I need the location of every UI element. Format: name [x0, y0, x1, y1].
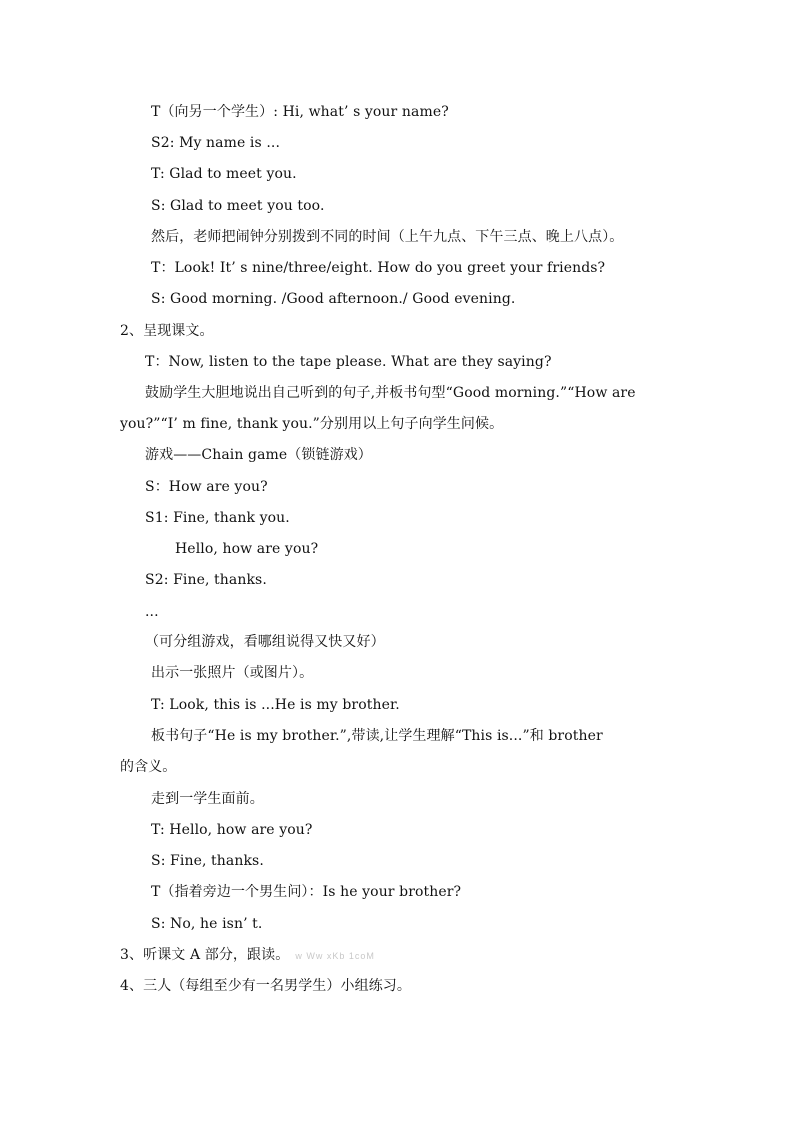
- dialogue-line-4: S: Glad to meet you too.: [151, 198, 325, 214]
- dialogue-line-6: S: Good morning. /Good afternoon./ Good evening.: [151, 291, 516, 307]
- dialogue-line-2: S2: My name is ...: [151, 135, 280, 151]
- instruction-photo: 出示一张照片（或图片）。: [151, 665, 314, 681]
- game-title: 游戏——Chain game（锁链游戏）: [145, 447, 372, 463]
- section-heading-2: 2、呈现课文。: [120, 323, 214, 339]
- instruction-walk: 走到一学生面前。: [151, 791, 264, 807]
- section-heading-3: [120, 946, 375, 965]
- dialogue-line-1: T（向另一个学生）: Hi, what’ s your name?: [151, 104, 449, 120]
- dialogue-line-12: S: No, he isn’ t.: [151, 916, 263, 932]
- dialogue-line-3: T: Glad to meet you.: [151, 166, 297, 182]
- dialogue-line-10: S: Fine, thanks.: [151, 853, 264, 869]
- watermark: w Ww xKb 1coM: [295, 951, 375, 961]
- game-note: （可分组游戏，看哪组说得又快又好）: [145, 634, 385, 650]
- paragraph-board: 板书句子“He is my brother.”,带读,让学生理解“This is...”和 brother: [151, 728, 603, 744]
- game-line-4: S2: Fine, thanks.: [145, 572, 267, 588]
- paragraph-encourage-cont: you?”“I’ m fine, thank you.”分别用以上句子向学生问候。: [120, 416, 504, 432]
- game-line-3: Hello, how are you?: [175, 541, 319, 557]
- instruction-clock: 然后，老师把闹钟分别拨到不同的时间（上午九点、下午三点、晚上八点）。: [151, 229, 624, 245]
- section-heading-4: 4、三人（每组至少有一名男学生）小组练习。: [120, 978, 412, 994]
- section-heading-3-text: 3、听课文 A 部分，跟读。: [120, 947, 290, 963]
- paragraph-encourage: 鼓励学生大胆地说出自己听到的句子,并板书句型“Good morning.”“How are: [145, 385, 636, 401]
- dialogue-line-5: T：Look! It’ s nine/three/eight. How do you greet your friends?: [151, 260, 606, 276]
- dialogue-line-9: T: Hello, how are you?: [151, 822, 313, 838]
- dialogue-line-8: T: Look, this is ...He is my brother.: [151, 697, 400, 713]
- dialogue-line-11: T（指着旁边一个男生问）：Is he your brother?: [151, 884, 462, 900]
- dialogue-line-7: T：Now, listen to the tape please. What are they saying?: [145, 354, 552, 370]
- ellipsis: ...: [145, 604, 159, 620]
- game-line-2: S1: Fine, thank you.: [145, 510, 290, 526]
- paragraph-board-cont: 的含义。: [120, 759, 177, 775]
- game-line-1: S：How are you?: [145, 479, 268, 495]
